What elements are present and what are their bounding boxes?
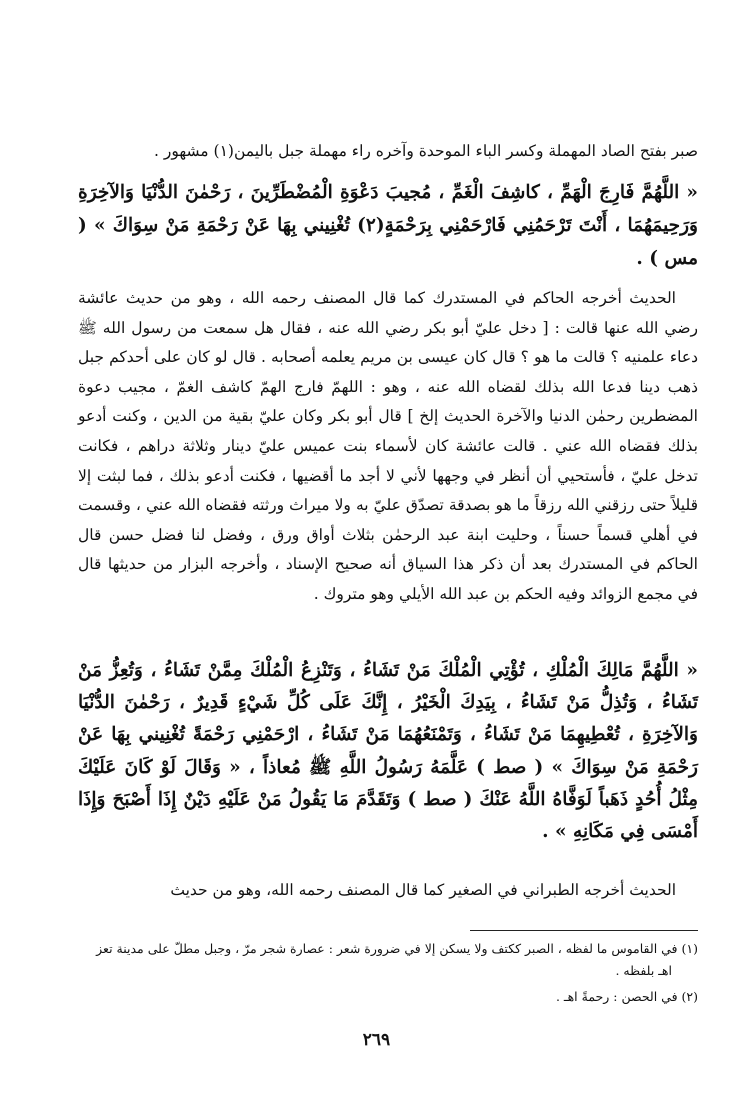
hadith-commentary-1: الحديث أخرجه الحاكم في المستدرك كما قال المصنف رحمه الله ، وهو من حديث عائشة رضي الله عنها قالت : [ دخل عليّ أبو بكر رضي الله عنه ، فقال هل سمعت من رسول الله ﷺ دعاء علمنيه ؟ قالت ما هو ؟ قال كان عيسى بن مريم يعلمه أصحابه . قال لو كان على أحدكم جبل ذهب دينا فدعا الله بذلك لقضاه الله عنه ، وهو : اللهمّ فارج الهمّ كاشف الغمّ ، مجيب دعوة المضطرين رحمٰن الدنيا والآخرة الحديث إلخ ] قال أبو بكر وكان عليّ بقية من الدين ، وكنت أدعو بذلك فقضاه الله عني . قالت عائشة كان لأسماء بنت عميس عليّ دينار وثلاثة دراهم ، فكانت تدخل عليّ ، فأستحيي أن أنظر في وجهها لأني لا أجد ما أقضيها ، فكنت أدعو بذلك ، فما لبثت إلا قليلاً حتى رزقني الله رزقاً ما هو بصدقة تصدّق عليّ به ولا ميراث ورثته فقضاه الله عني ، وقسمت في أهلي قسماً حسناً ، وحليت ابنة عبد الرحمٰن بثلاث أواق ورق ، وفضل لنا فضل حسن قال الحاكم في المستدرك بعد أن ذكر هذا السياق أنه صحيح الإسناد ، وأخرجه البزار من حديثها قال في مجمع الزوائد وفيه الحكم بن عبد الله الأيلي وهو متروك . — [78, 289, 698, 603]
intro-paragraph: صبر بفتح الصاد المهملة وكسر الباء الموحدة وآخره راء مهملة جبل باليمن(١) مشهور . — [153, 142, 698, 160]
footnote-1-line-2: اهـ بلفظه . — [615, 963, 672, 978]
footnote-1-line-1: (١) في القاموس ما لفظه ، الصبر ككتف ولا يسكن إلا في ضرورة شعر : عصارة شجر مرّ ، وجبل مطلّ على مدينة تعز — [96, 941, 698, 956]
footnote-divider — [470, 930, 698, 931]
supplication-2: « اللَّهُمَّ مَالِكَ الْمُلْكِ ، تُؤْتِي الْمُلْكَ مَنْ تَشَاءُ ، وَتَنْزِعُ الْمُلْكَ مِمَّنْ تَشَاءُ ، وَتُعِزُّ مَنْ تَشَاءُ ، وَتُذِلُّ مَنْ تَشَاءُ ، بِيَدِكَ الْخَيْرُ ، إِنَّكَ عَلَى كُلِّ شَيْءٍ قَدِيرٌ ، رَحْمٰنَ الدُّنْيَا وَالآخِرَةِ ، تُعْطِيهِمَا مَنْ تَشَاءُ ، وَتَمْنَعُهُمَا مَنْ تَشَاءُ ، ارْحَمْنِي رَحْمَةً تُغْنِيني بِهَا عَنْ رَحْمَةِ مَنْ سِوَاكَ » ( صط ) عَلَّمَهُ رَسُولُ اللَّهِ ﷺ مُعاذاً ، « وَقَالَ لَوْ كَانَ عَلَيْكَ مِثْلُ أُحُدٍ ذَهَباً لَوَفَّاهُ اللَّهُ عَنْكَ ( صط ) وَتَقَدَّمَ مَا يَقُولُ مَنْ عَلَيْهِ دَيْنٌ إِذَا أَصْبَحَ وَإِذَا أَمْسَى فِي مَكَانِهِ » . — [78, 660, 698, 843]
supplication-1: « اللَّهُمَّ فَارِجَ الْهَمِّ ، كاشِفَ الْغَمِّ ، مُجيبَ دَعْوَةِ الْمُضْطَرِّينَ ، رَحْمٰنَ الدُّنْيَا وَالآخِرَةِ وَرَحِيمَهُمَا ، أَنْتَ تَرْحَمُنِي فَارْحَمْنِي بِرَحْمَةٍ(٢) تُغْنِيني بِهَا عَنْ رَحْمَةِ مَنْ سِوَاكَ » ( مس ) . — [78, 182, 698, 269]
hadith-commentary-2: الحديث أخرجه الطبراني في الصغير كما قال المصنف رحمه الله، وهو من حديث — [170, 881, 676, 899]
page-number: ٢٦٩ — [362, 1030, 391, 1050]
footnote-2: (٢) في الحصن : رحمةً اهـ . — [555, 989, 698, 1004]
footnote-1 — [78, 938, 698, 982]
